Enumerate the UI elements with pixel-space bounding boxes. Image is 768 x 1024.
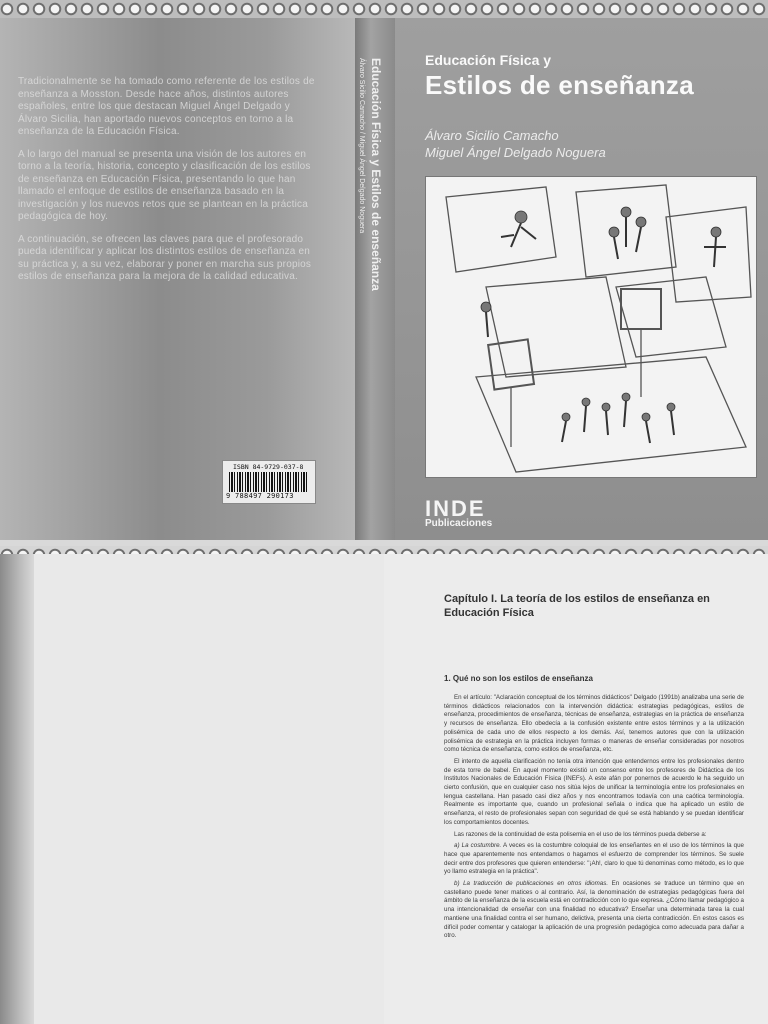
back-paragraph: A lo largo del manual se presenta una visión de los autores en torno a la teoría, historia, concepto y clasificación de los estilos de enseñanza en Educación Física, presentando lo que han llamado el enfoque de estilos de enseñanza basado en la investigación y los nuevos retos que se plantean en la práctica pedagógica de hoy. xyxy=(18,148,311,222)
barcode xyxy=(222,460,316,504)
back-paragraph: A continuación, se ofrecen las claves para que el profesorado pueda identificar y aplicar los distintos estilos de enseñanza en su práctica y, a su vez, elaborar y poner en marcha sus propios estilos de enseñanza para la mejora de la calidad educativa. xyxy=(18,233,312,282)
page-gutter xyxy=(0,554,34,1024)
cover-author-2: Miguel Ángel Delgado Noguera xyxy=(425,145,606,160)
back-cover-text xyxy=(18,76,318,294)
spine-title: Educación Física y Estilos de enseñanza xyxy=(369,58,383,291)
section-title: 1. Qué no son los estilos de enseñanza xyxy=(444,674,593,683)
paragraph: El intento de aquella clarificación no tenía otra intención que entendernos entre los profesionales dentro de esta torre de babel. En aquel momento existió un consenso entre los profesores de Didáctica de los Institutos Nacionales de Educación Física (INEFs). A este afán por ponernos de acuerdo le ha seguido un cierto confusión, que en cualquier caso nos sitúa lejos de unificar la terminología entre los profesionales en lengua castellana. Han pasado casi diez años y nos encontramos todavía con una caótica terminología. Realmente es importante que, cuando un profesional señala o indica que ha aplicado un estilo de enseñanza, el resto de profesionales sepan con seguridad de qué se está hablando y se puedan identificar los comportamientos docentes. xyxy=(444,757,744,826)
back-paragraph: Tradicionalmente se ha tomado como referente de los estilos de enseñanza a Mosston. Desde hace años, distintos autores españoles, entre los que destacan Miguel Ángel Delgado y Álvaro Sicilia, han aportado nuevos conceptos en torno a la enseñanza de la Educación Física. xyxy=(18,76,315,137)
paragraph: Las razones de la continuidad de esta polisemia en el uso de los términos pueda deberse a: xyxy=(454,830,707,838)
spiral-binding xyxy=(0,0,768,18)
list-item xyxy=(444,880,744,941)
spine-text xyxy=(358,58,383,478)
list-item-label: a) La costumbre. xyxy=(454,842,502,850)
right-page xyxy=(384,554,768,1024)
front-cover xyxy=(395,18,768,540)
list-item-text: A veces es la costumbre coloquial de los enseñantes en el uso de los términos la que hace que aparentemente nos entendamos o hagamos el esfuerzo de comprender los términos. Se suele decir entre dos profesores que quieren entenderse: "¡Ah!, claro lo que tú denominas como método, es lo que yo llamo estrategia en la práctica". xyxy=(444,842,744,876)
cover-title-line2: Estilos de enseñanza xyxy=(425,70,694,100)
cover-author-1: Álvaro Sicilio Camacho xyxy=(425,128,559,143)
illustration-sketch xyxy=(426,177,756,477)
list-item-text: En ocasiones se traduce un término que en castellano puede tener matices o al contrario. Así, la denominación de estrategias pedagógicas fuera del ámbito de la enseñanza de la escuela está en contradicción con lo que expresa. ¿Cómo llamar pedagógico a una intencionalidad de enseñar con una finalidad no educativa? Enseñar una determinada tarea la cual mantiene una finalidad contra el ser humano, delictiva, presenta una cierta contradicción. En estos casos es difícil poder comentar y catalogar la aplicación de una progresión pedagógica como adecuada para dañar a otro. xyxy=(444,880,744,940)
paragraph: En el artículo: "Aclaración conceptual de los términos didácticos" Delgado (1991b) analizaba una serie de términos didácticos relacionados con la intervención didáctica: estrategias pedagógicas, estilos de enseñanza, procedimientos de enseñanza, técnicas de enseñanza, estrategias en la práctica de enseñanza y recursos de enseñanza. Ello obedecía a la confusión existente entre estos términos y a la utilización polisémica de cada uno de ellos respecto a los demás. Así, tenemos autores que con la utilización polisémica de estrategia en la práctica incluyen formas o maneras de enseñar consideradas por nosotros como técnica de enseñanza, como estilos de enseñanza, etc. xyxy=(444,694,744,754)
left-page-blank xyxy=(34,554,384,1024)
spine-authors: Álvaro Sicilio Camacho / Miguel Ángel Delgado Noguera xyxy=(358,58,365,234)
page-scan xyxy=(0,546,768,1024)
book-spine xyxy=(355,18,395,540)
body-text xyxy=(444,694,744,944)
publisher-name: Publicaciones xyxy=(425,518,493,529)
publisher-logo: INDE xyxy=(425,496,486,521)
barcode-number: 9 788497 290173 xyxy=(226,492,294,500)
barcode-bars xyxy=(229,472,309,492)
list-item xyxy=(444,842,744,877)
chapter-title: Capítulo I. La teoría de los estilos de enseñanza en Educación Física xyxy=(444,593,710,619)
cover-title-line1: Educación Física y xyxy=(425,52,552,68)
isbn-label: ISBN 84-9729-037-8 xyxy=(233,463,304,471)
list-item-label: b) La traducción de publicaciones en otros idiomas. xyxy=(454,880,609,888)
cover-illustration xyxy=(425,176,757,478)
back-cover xyxy=(0,18,355,540)
